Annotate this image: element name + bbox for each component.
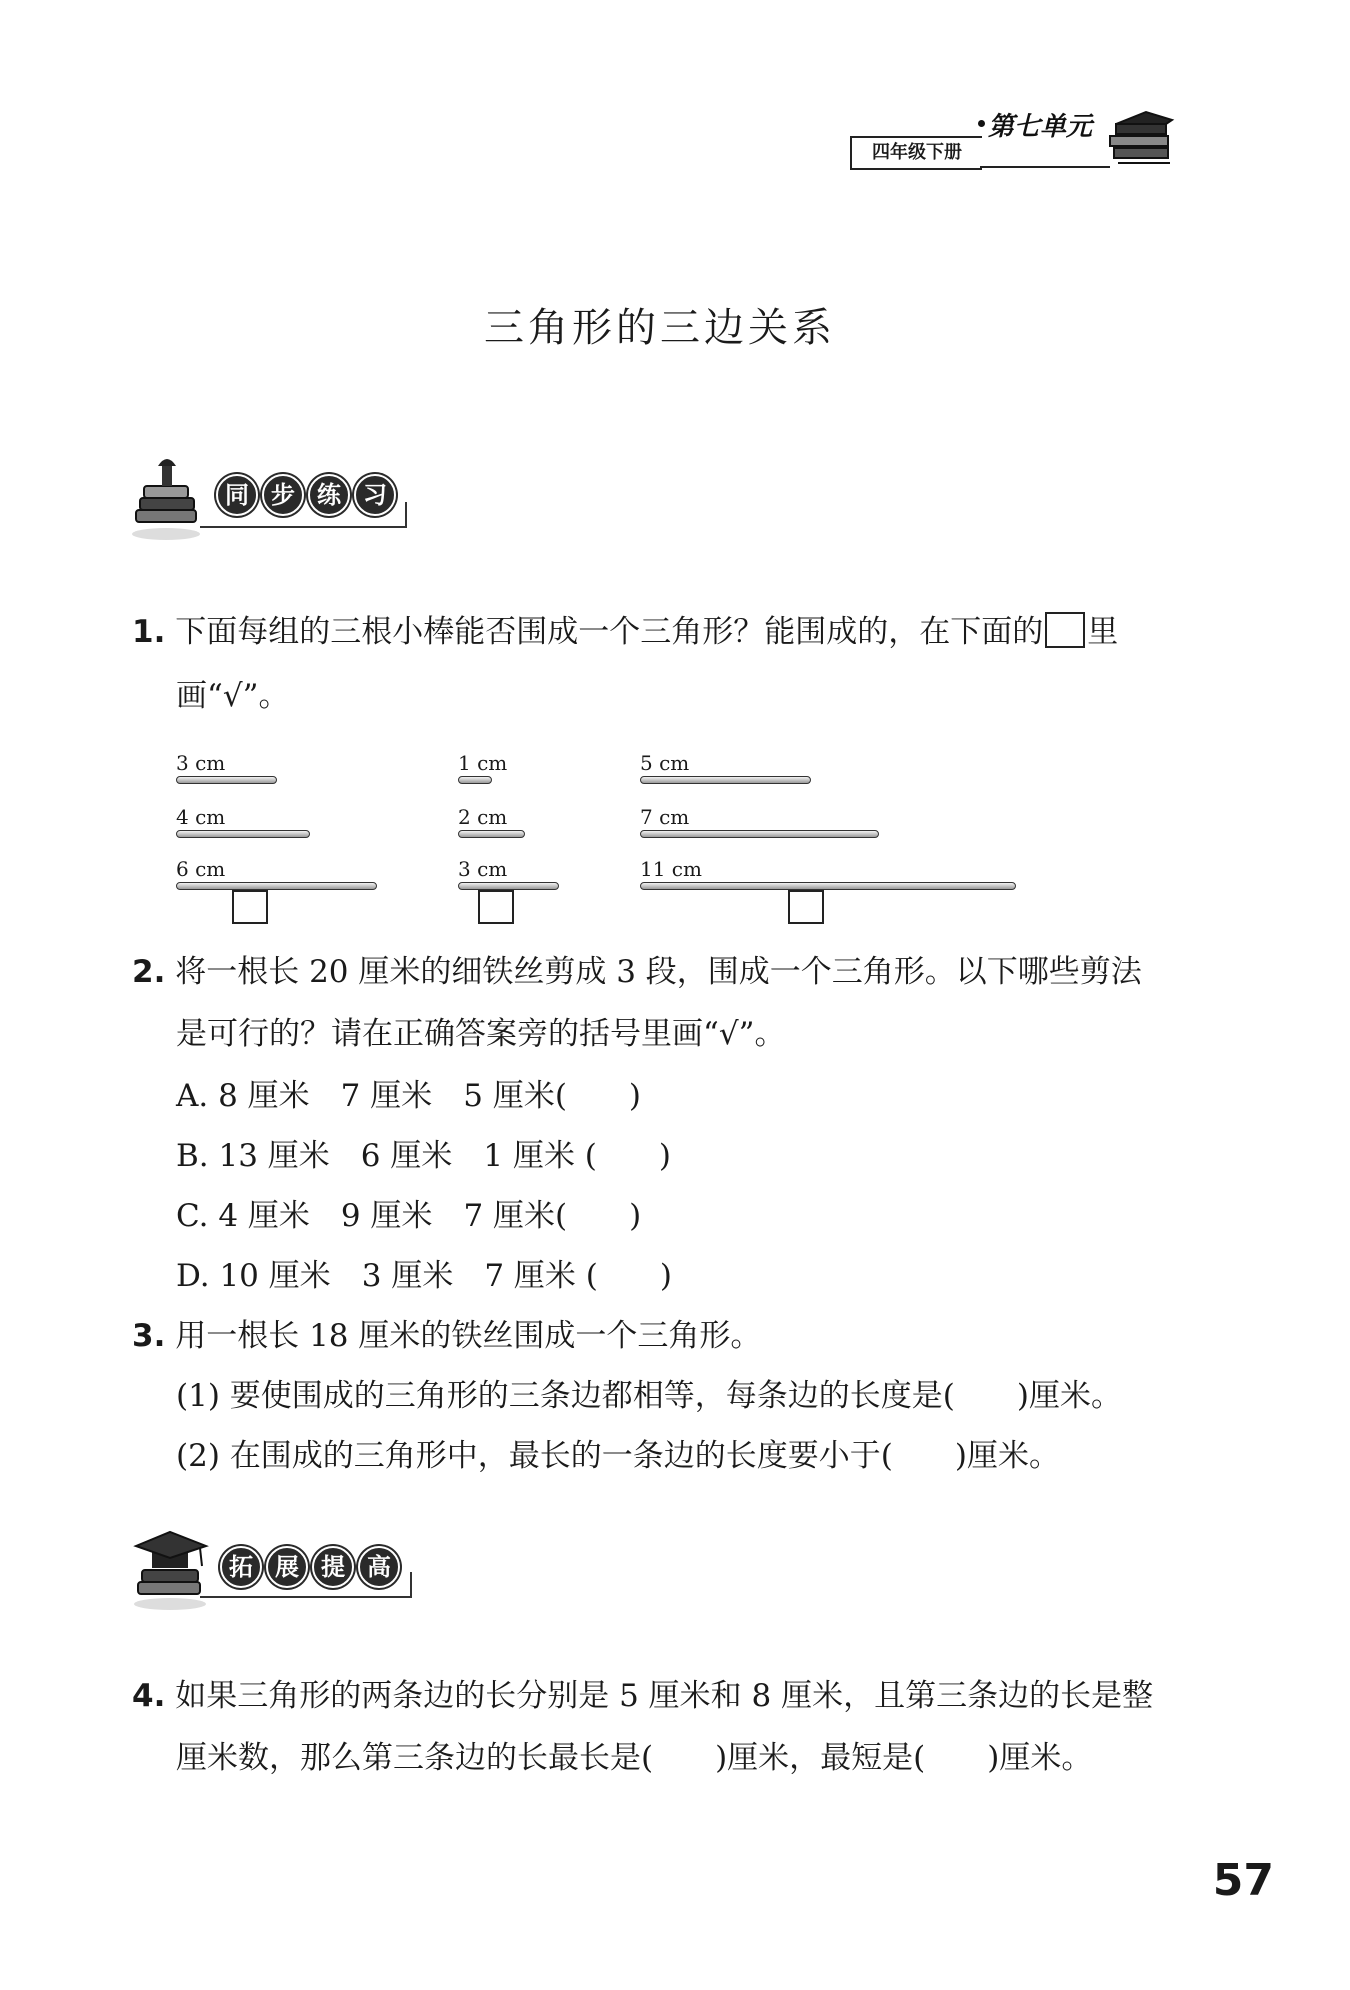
grade-label: 四年级下册 xyxy=(850,136,982,170)
stick xyxy=(640,882,1016,890)
option-c[interactable]: C. 4 厘米 9 厘米 7 厘米( ) xyxy=(176,1198,642,1234)
option-d[interactable]: D. 10 厘米 3 厘米 7 厘米 ( ) xyxy=(176,1258,672,1294)
stick-label: 11 cm xyxy=(640,857,702,881)
section-char-3: 提 xyxy=(312,1546,354,1588)
option-b[interactable]: B. 13 厘米 6 厘米 1 厘米 ( ) xyxy=(176,1138,671,1174)
stick xyxy=(458,830,525,838)
question-text: 下面每组的三根小棒能否围成一个三角形？能围成的，在下面的 xyxy=(175,614,1044,650)
unit-label: 第七单元 xyxy=(988,112,1093,142)
question-text-end: 里 xyxy=(1087,614,1119,650)
section-char-1: 同 xyxy=(216,474,258,516)
section-header-extension xyxy=(130,1522,430,1612)
answer-box-sample xyxy=(1045,612,1085,648)
section-rule-end xyxy=(410,1572,412,1598)
section-rule xyxy=(200,526,405,528)
question-text: 用一根长 18 厘米的铁丝围成一个三角形。 xyxy=(175,1318,762,1354)
stick-label: 5 cm xyxy=(640,751,690,775)
section-char-4: 高 xyxy=(358,1546,400,1588)
stick xyxy=(640,830,879,838)
stick-label: 1 cm xyxy=(458,751,508,775)
question-4-line2[interactable]: 厘米数，那么第三条边的长最长是( )厘米，最短是( )厘米。 xyxy=(176,1740,1093,1776)
section-char-2: 步 xyxy=(262,474,304,516)
lamp-books-icon xyxy=(130,452,210,542)
question-1-line2: 画“√”。 xyxy=(176,678,290,714)
graduation-cap-books-icon xyxy=(130,1522,214,1612)
section-char-1: 拓 xyxy=(220,1546,262,1588)
stick-label: 3 cm xyxy=(176,751,226,775)
stick xyxy=(176,882,377,890)
question-number: 2. xyxy=(132,954,166,990)
stick-label: 2 cm xyxy=(458,805,508,829)
question-2 xyxy=(132,952,1212,992)
stick xyxy=(458,776,492,784)
section-header-practice xyxy=(130,452,430,542)
book-stack-icon xyxy=(1106,108,1176,178)
bullet-icon xyxy=(978,120,985,127)
question-number: 1. xyxy=(132,614,166,650)
question-3 xyxy=(132,1316,1212,1356)
question-4 xyxy=(132,1676,1212,1716)
stick-label: 3 cm xyxy=(458,857,508,881)
stick-label: 7 cm xyxy=(640,805,690,829)
page-title: 三角形的三边关系 xyxy=(484,305,836,351)
unit-badge xyxy=(848,108,1178,178)
stick-label: 4 cm xyxy=(176,805,226,829)
stick-label: 6 cm xyxy=(176,857,226,881)
question-1 xyxy=(132,612,1212,652)
check-box[interactable] xyxy=(478,890,514,924)
section-rule xyxy=(200,1596,410,1598)
stick xyxy=(176,776,277,784)
option-a[interactable]: A. 8 厘米 7 厘米 5 厘米( ) xyxy=(176,1078,642,1114)
section-char-3: 练 xyxy=(308,474,350,516)
page-number: 57 xyxy=(1212,1855,1274,1906)
question-3-sub2[interactable]: (2) 在围成的三角形中，最长的一条边的长度要小于( )厘米。 xyxy=(176,1438,1060,1474)
question-number: 4. xyxy=(132,1678,166,1714)
question-2-line2: 是可行的？请在正确答案旁的括号里画“√”。 xyxy=(176,1016,786,1052)
check-box[interactable] xyxy=(232,890,268,924)
stick xyxy=(640,776,811,784)
question-text: 如果三角形的两条边的长分别是 5 厘米和 8 厘米，且第三条边的长是整 xyxy=(175,1678,1154,1714)
section-char-4: 习 xyxy=(354,474,396,516)
section-rule-end xyxy=(405,502,407,528)
header-rule xyxy=(980,166,1110,168)
question-3-sub1[interactable]: (1) 要使围成的三角形的三条边都相等，每条边的长度是( )厘米。 xyxy=(176,1378,1122,1414)
stick xyxy=(458,882,559,890)
section-char-2: 展 xyxy=(266,1546,308,1588)
stick xyxy=(176,830,310,838)
question-text: 将一根长 20 厘米的细铁丝剪成 3 段，围成一个三角形。以下哪些剪法 xyxy=(175,954,1142,990)
check-box[interactable] xyxy=(788,890,824,924)
question-number: 3. xyxy=(132,1318,166,1354)
